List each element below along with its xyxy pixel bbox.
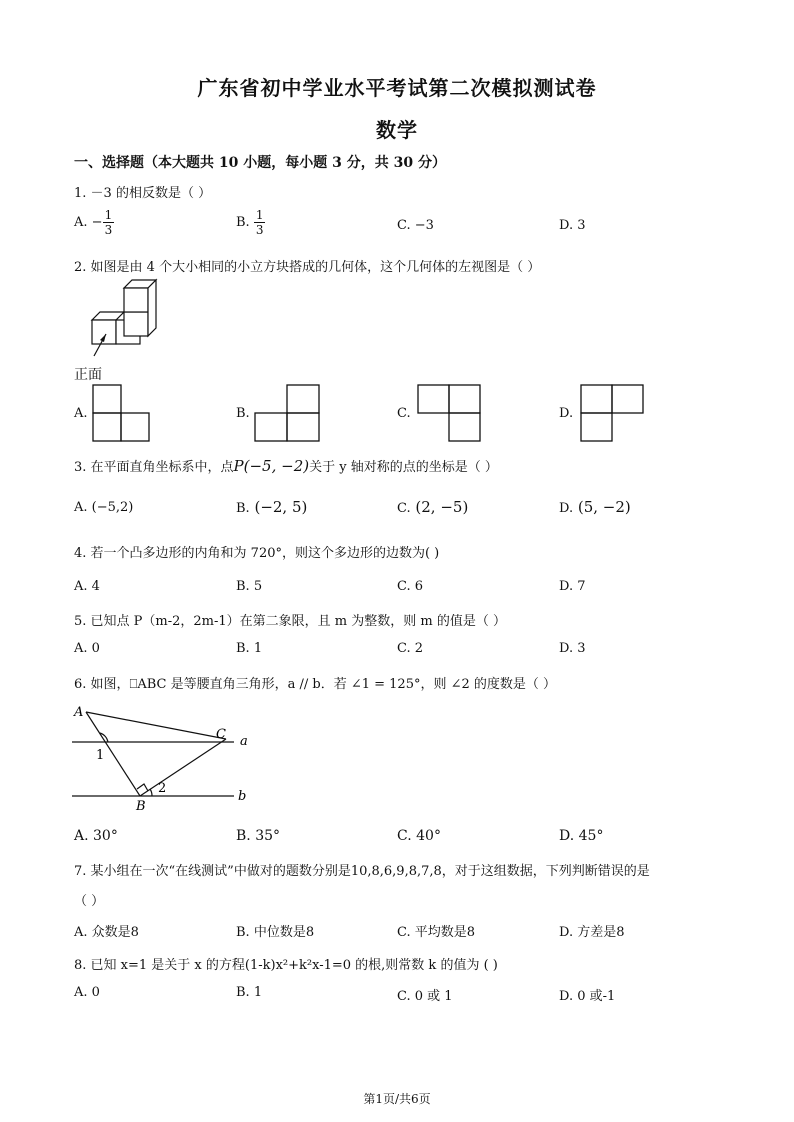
question-6-stem: 6. 如图，⎕ABC 是等腰直角三角形，a // b．若 ∠1 = 125°，则 ∠2 的度数是（ ） (74, 677, 557, 692)
question-8-option-d[interactable]: D. 0 或-1 (559, 989, 616, 1004)
question-2-option-c[interactable]: C. (397, 406, 411, 421)
question-5-stem: 5. 已知点 P（m-2，2m-1）在第二象限，且 m 为整数，则 m 的值是（ ） (74, 614, 506, 629)
question-2-stem: 2. 如图是由 4 个大小相同的小立方块搭成的几何体，这个几何体的左视图是（ ） (74, 260, 541, 275)
question-2-option-b[interactable]: B. (236, 406, 250, 421)
question-8-option-c[interactable]: C. 0 或 1 (397, 989, 453, 1004)
question-5-option-c[interactable]: C. 2 (397, 641, 424, 656)
angle-1-label: 1 (96, 748, 105, 763)
question-3-option-b[interactable]: B. (−2, 5) (236, 498, 308, 516)
question-6-option-b[interactable]: B. 35° (236, 828, 281, 844)
question-1-option-b[interactable]: B. $\frac{1}{3}$ (236, 208, 264, 237)
question-4-option-a[interactable]: A. 4 (74, 579, 100, 594)
view-option-a (92, 384, 150, 442)
question-4-option-d[interactable]: D. 7 (559, 579, 586, 594)
subject-title: 数学 (376, 118, 418, 142)
question-1-option-d[interactable]: D. 3 (559, 218, 586, 233)
view-option-c (417, 384, 481, 444)
question-2-option-d[interactable]: D. (559, 406, 574, 421)
question-6-option-c[interactable]: C. 40° (397, 828, 441, 844)
angle-2-label: 2 (158, 781, 167, 796)
view-option-b (254, 384, 322, 442)
question-7-option-a[interactable]: A. 众数是8 (74, 925, 139, 940)
question-1-option-c[interactable]: C. −3 (397, 218, 434, 233)
question-8-option-b[interactable]: B. 1 (236, 985, 263, 1000)
question-4-option-b[interactable]: B. 5 (236, 579, 263, 594)
cube-figure (86, 280, 166, 360)
vertex-a-label: A (74, 705, 84, 720)
question-3-option-d[interactable]: D. (5, −2) (559, 498, 631, 516)
triangle-figure (68, 700, 258, 812)
question-5-option-d[interactable]: D. 3 (559, 641, 586, 656)
question-7-option-c[interactable]: C. 平均数是8 (397, 925, 476, 940)
page-title: 广东省初中学业水平考试第二次模拟测试卷 (197, 76, 597, 100)
question-5-option-b[interactable]: B. 1 (236, 641, 263, 656)
vertex-c-label: C (216, 727, 226, 742)
question-3-option-c[interactable]: C. (2, −5) (397, 498, 469, 516)
question-1-option-a[interactable]: A. − $\frac{1}{3}$ (74, 208, 113, 237)
question-8-stem: 8. 已知 x=1 是关于 x 的方程(1-k)x²+k²x-1=0 的根,则常数 k 的值为 ( ) (74, 958, 498, 973)
question-4-stem: 4. 若一个凸多边形的内角和为 720°，则这个多边形的边数为( ) (74, 546, 440, 561)
question-1-stem: 1. －3 的相反数是（ ） (74, 186, 212, 201)
question-2-option-a[interactable]: A. (74, 406, 88, 421)
question-7-option-d[interactable]: D. 方差是8 (559, 925, 625, 940)
question-6-option-a[interactable]: A. 30° (74, 828, 118, 844)
question-3-stem: 3. 在平面直角坐标系中，点P(−5, −2)关于 y 轴对称的点的坐标是（ ） (74, 457, 498, 475)
fraction: $\frac{1}{3}$ (255, 208, 264, 237)
question-7-stem-cont: （ ） (74, 894, 105, 909)
fraction: $\frac{1}{3}$ (104, 208, 113, 237)
line-b-label: b (238, 789, 247, 804)
section-heading: 一、选择题（本大题共 10 小题，每小题 3 分，共 30 分） (74, 155, 446, 171)
view-option-d (580, 384, 644, 444)
front-view-label: 正面 (74, 367, 102, 383)
question-7-option-b[interactable]: B. 中位数是8 (236, 925, 315, 940)
question-7-stem: 7. 某小组在一次“在线测试”中做对的题数分别是10,8,6,9,8,7,8，对于这组数据，下列判断错误的是 (74, 864, 650, 879)
question-3-option-a[interactable]: A. (−5,2) (74, 500, 134, 515)
question-6-option-d[interactable]: D. 45° (559, 828, 604, 844)
question-8-option-a[interactable]: A. 0 (74, 985, 100, 1000)
page-number: 第1页/共6页 (363, 1092, 431, 1106)
question-4-option-c[interactable]: C. 6 (397, 579, 424, 594)
line-a-label: a (240, 734, 248, 749)
vertex-b-label: B (136, 799, 146, 814)
question-5-option-a[interactable]: A. 0 (74, 641, 100, 656)
